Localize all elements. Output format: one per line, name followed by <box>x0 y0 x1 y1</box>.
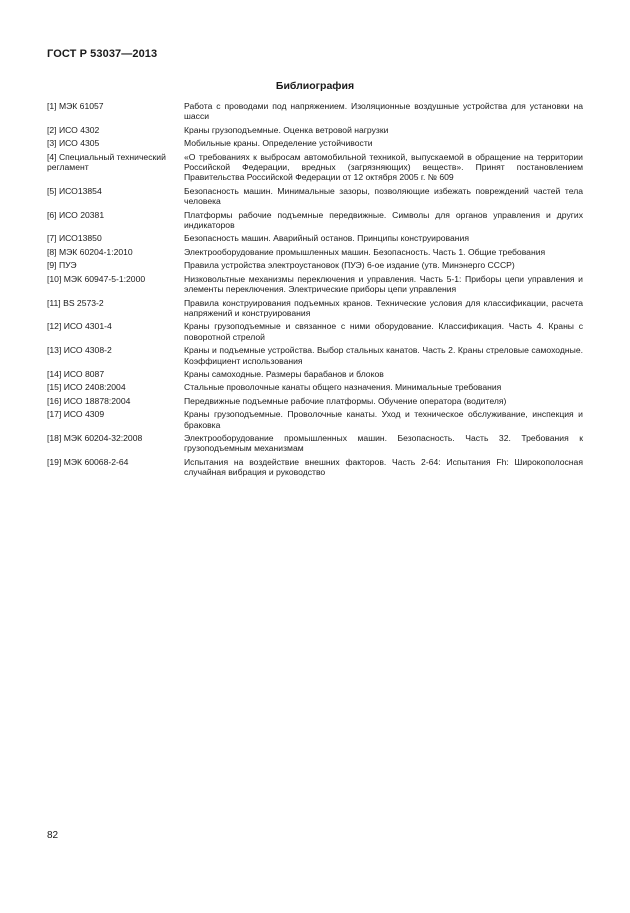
bibliography-entry <box>47 260 583 270</box>
bibliography-entry <box>47 298 583 319</box>
bibliography-entry <box>47 321 583 342</box>
entry-description: Платформы рабочие подъемные передвижные. Символы для органов управления и других индикаторов <box>184 209 583 231</box>
page-number: 82 <box>47 830 59 841</box>
bibliography-entry <box>47 233 583 243</box>
entry-reference: [9] ПУЭ <box>47 260 77 271</box>
entry-description: Стальные проволочные канаты общего назначения. Минимальные требования <box>184 382 502 393</box>
entry-reference: [10] МЭК 60947-5-1:2000 <box>47 273 146 284</box>
entry-description: Безопасность машин. Минимальные зазоры, позволяющие избежать повреждений частей тела человека <box>184 185 583 207</box>
bibliography-entry <box>47 382 583 392</box>
entry-description: Краны грузоподъемные и связанное с ними оборудование. Классификация. Часть 4. Краны с поворотной стрелой <box>184 321 583 342</box>
bibliography-entry <box>47 186 583 207</box>
entry-reference: [4] Специальный технический регламент <box>47 151 166 173</box>
section-title: Библиография <box>275 80 355 92</box>
bibliography-entry <box>47 369 583 379</box>
entry-description: Электрооборудование промышленных машин. Безопасность. Часть 1. Общие требования <box>184 246 546 257</box>
bibliography-entry <box>47 274 583 295</box>
bibliography-entry <box>47 138 583 148</box>
bibliography-entry <box>47 433 583 454</box>
bibliography-entry <box>47 396 583 406</box>
entry-reference: [11] BS 2573-2 <box>47 297 104 308</box>
entry-reference: [15] ИСО 2408:2004 <box>47 382 126 393</box>
entry-reference: [3] ИСО 4305 <box>47 138 100 149</box>
entry-reference: [13] ИСО 4308-2 <box>47 345 112 356</box>
entry-description: Безопасность машин. Аварийный останов. Принципы конструирования <box>184 233 469 244</box>
entry-reference: [12] ИСО 4301-4 <box>47 321 112 332</box>
entry-reference: [18] МЭК 60204-32:2008 <box>47 432 143 443</box>
entry-description: Низковольтные механизмы переключения и управления. Часть 5-1: Приборы цепи управления и элементы переключения. Электрические приборы цепи управления <box>184 273 583 295</box>
bibliography-entry <box>47 125 583 135</box>
entry-description: Передвижные подъемные рабочие платформы. Обучение оператора (водителя) <box>184 395 507 406</box>
bibliography-list <box>47 101 583 481</box>
bibliography-entry <box>47 152 583 183</box>
entry-reference: [2] ИСО 4302 <box>47 124 100 135</box>
entry-description: Краны грузоподъемные. Проволочные канаты. Уход и техническое обслуживание, инспекция и браковка <box>184 409 583 430</box>
entry-reference: [14] ИСО 8087 <box>47 368 105 379</box>
bibliography-entry <box>47 101 583 122</box>
entry-description: Испытания на воздействие внешних факторов. Часть 2-64: Испытания Fh: Широкополосная случайная вибрация и руководство <box>184 456 583 478</box>
entry-description: Электрооборудование промышленных машин. Безопасность. Часть 32. Требования к грузоподъемным механизмам <box>184 432 583 454</box>
entry-reference: [8] МЭК 60204-1:2010 <box>47 246 133 257</box>
entry-description: Мобильные краны. Определение устойчивости <box>184 138 373 149</box>
entry-reference: [1] МЭК 61057 <box>47 101 104 111</box>
entry-description: «О требованиях к выбросам автомобильной техникой, выпускаемой в обращение на территории Российской Федерации, вредных (загрязняющих) веществ». Принят постановлением Правительства Российской Федерации от 12 октября 2005 г. № 609 <box>184 151 583 183</box>
entry-description: Краны грузоподъемные. Оценка ветровой нагрузки <box>184 124 389 135</box>
entry-reference: [6] ИСО 20381 <box>47 209 105 220</box>
entry-reference: [16] ИСО 18878:2004 <box>47 395 131 406</box>
entry-reference: [5] ИСО13854 <box>47 185 102 196</box>
bibliography-entry <box>47 345 583 366</box>
entry-description: Работа с проводами под напряжением. Изоляционные воздушные устройства для установки на шасси <box>184 101 583 122</box>
entry-description: Краны самоходные. Размеры барабанов и блоков <box>184 368 384 379</box>
bibliography-entry <box>47 247 583 257</box>
document-header: ГОСТ Р 53037—2013 <box>47 48 158 60</box>
entry-reference: [7] ИСО13850 <box>47 233 102 244</box>
entry-description: Правила устройства электроустановок (ПУЭ) 6-ое издание (утв. Минэнерго СССР) <box>184 260 515 271</box>
entry-description: Правила конструирования подъемных кранов. Технические условия для классификации, расчета напряжений и конструирования <box>184 297 583 318</box>
entry-reference: [17] ИСО 4309 <box>47 409 105 420</box>
bibliography-entry <box>47 409 583 430</box>
bibliography-entry <box>47 457 583 478</box>
bibliography-entry <box>47 210 583 231</box>
entry-reference: [19] МЭК 60068-2-64 <box>47 456 129 467</box>
entry-description: Краны и подъемные устройства. Выбор стальных канатов. Часть 2. Краны стреловые самоходные. Коэффициент использования <box>184 345 583 366</box>
